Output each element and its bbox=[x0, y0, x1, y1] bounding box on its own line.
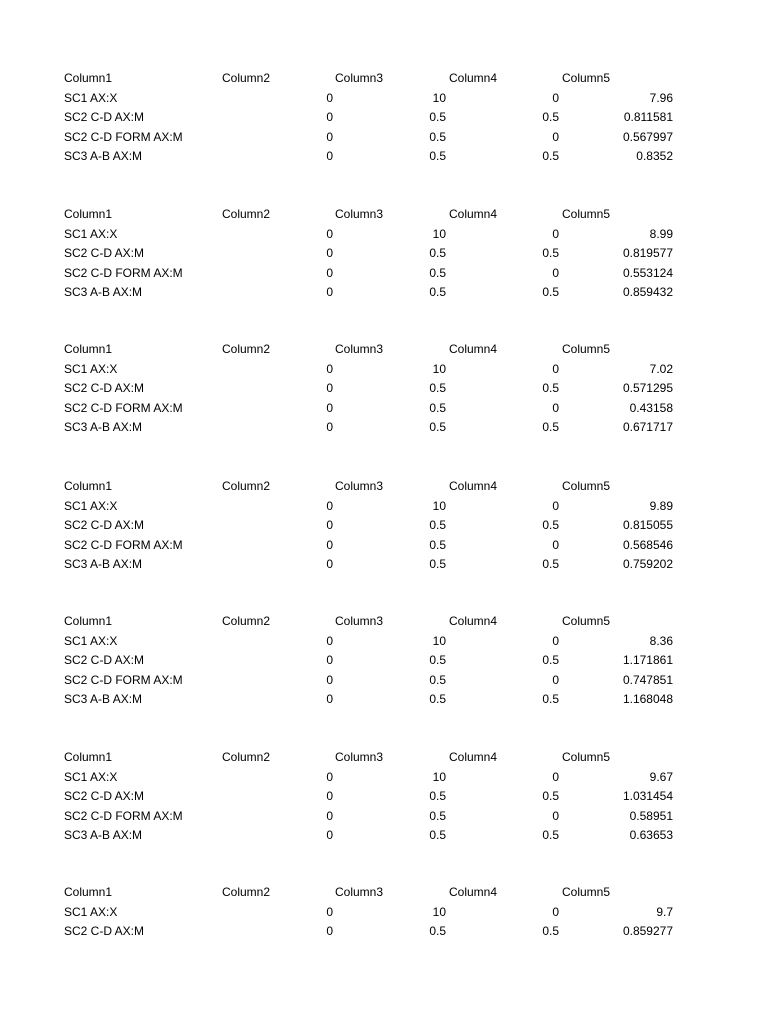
cell-value: 0.5 bbox=[429, 789, 446, 803]
cell-value: 9.89 bbox=[649, 498, 673, 513]
cell-value: 10 bbox=[432, 498, 446, 513]
cell-value: 0.43158 bbox=[629, 400, 673, 415]
cell-value: 0 bbox=[326, 653, 333, 667]
cell-value: 1.168048 bbox=[622, 692, 673, 706]
table-row bbox=[0, 399, 768, 418]
header-column4: Column4 bbox=[449, 750, 498, 764]
cell-value: 0.819577 bbox=[622, 246, 673, 260]
header-column4: Column4 bbox=[449, 479, 498, 493]
row-label: SC3 A-B AX:M bbox=[64, 285, 143, 299]
cell-value: 0.859277 bbox=[622, 924, 673, 938]
cell-value: 10 bbox=[432, 904, 446, 919]
cell-value: 0 bbox=[326, 633, 333, 648]
header-column4: Column4 bbox=[449, 885, 498, 899]
header-column5: Column5 bbox=[562, 614, 611, 628]
cell-value: 0 bbox=[552, 90, 559, 105]
cell-value: 0.5 bbox=[542, 924, 559, 938]
cell-value: 0.815055 bbox=[622, 518, 673, 532]
cell-value: 0.571295 bbox=[622, 381, 673, 395]
cell-value: 10 bbox=[432, 361, 446, 376]
cell-value: 0.5 bbox=[542, 828, 559, 842]
cell-value: 0 bbox=[552, 769, 559, 784]
header-row bbox=[0, 612, 768, 631]
cell-value: 9.7 bbox=[656, 904, 673, 919]
header-column5: Column5 bbox=[562, 342, 611, 356]
row-label: SC2 C-D FORM AX:M bbox=[64, 400, 183, 415]
header-column3: Column3 bbox=[335, 479, 384, 493]
row-label: SC2 C-D FORM AX:M bbox=[64, 129, 183, 144]
cell-value: 0 bbox=[552, 361, 559, 376]
cell-value: 0.5 bbox=[542, 110, 559, 124]
cell-value: 0.5 bbox=[542, 692, 559, 706]
cell-value: 10 bbox=[432, 226, 446, 241]
table-row bbox=[0, 128, 768, 147]
cell-value: 0.759202 bbox=[622, 557, 673, 571]
cell-value: 0 bbox=[552, 633, 559, 648]
row-label: SC1 AX:X bbox=[64, 498, 118, 513]
cell-value: 0 bbox=[326, 692, 333, 706]
cell-value: 0.747851 bbox=[622, 672, 673, 687]
cell-value: 0 bbox=[326, 110, 333, 124]
cell-value: 0 bbox=[326, 924, 333, 938]
row-label: SC2 C-D AX:M bbox=[64, 924, 145, 938]
table-row bbox=[0, 418, 768, 437]
cell-value: 1.031454 bbox=[622, 789, 673, 803]
header-column2: Column2 bbox=[222, 750, 271, 764]
cell-value: 0.671717 bbox=[622, 420, 673, 434]
cell-value: 0 bbox=[552, 498, 559, 513]
cell-value: 0 bbox=[326, 672, 333, 687]
header-column2: Column2 bbox=[222, 479, 271, 493]
cell-value: 0.5 bbox=[429, 381, 446, 395]
cell-value: 0.5 bbox=[429, 518, 446, 532]
table-row bbox=[0, 360, 768, 379]
cell-value: 0 bbox=[326, 226, 333, 241]
cell-value: 0 bbox=[552, 808, 559, 823]
header-column4: Column4 bbox=[449, 207, 498, 221]
header-column1: Column1 bbox=[64, 614, 113, 628]
header-column3: Column3 bbox=[335, 614, 384, 628]
table-row bbox=[0, 147, 768, 166]
cell-value: 0 bbox=[326, 537, 333, 552]
header-column1: Column1 bbox=[64, 71, 113, 85]
row-label: SC1 AX:X bbox=[64, 904, 118, 919]
header-column3: Column3 bbox=[335, 342, 384, 356]
cell-value: 8.99 bbox=[649, 226, 673, 241]
table-row bbox=[0, 826, 768, 845]
cell-value: 0 bbox=[326, 285, 333, 299]
cell-value: 0.5 bbox=[429, 672, 446, 687]
header-column2: Column2 bbox=[222, 71, 271, 85]
cell-value: 0 bbox=[326, 557, 333, 571]
header-column2: Column2 bbox=[222, 207, 271, 221]
header-column1: Column1 bbox=[64, 750, 113, 764]
cell-value: 0.5 bbox=[429, 285, 446, 299]
header-column2: Column2 bbox=[222, 614, 271, 628]
row-label: SC1 AX:X bbox=[64, 90, 118, 105]
cell-value: 0 bbox=[552, 400, 559, 415]
cell-value: 10 bbox=[432, 633, 446, 648]
cell-value: 0.5 bbox=[429, 110, 446, 124]
cell-value: 0 bbox=[552, 537, 559, 552]
cell-value: 0 bbox=[326, 828, 333, 842]
row-label: SC2 C-D FORM AX:M bbox=[64, 808, 183, 823]
cell-value: 0 bbox=[552, 226, 559, 241]
table-row bbox=[0, 787, 768, 806]
table-row bbox=[0, 903, 768, 922]
cell-value: 0.5 bbox=[429, 149, 446, 163]
cell-value: 0 bbox=[326, 789, 333, 803]
table-row bbox=[0, 225, 768, 244]
cell-value: 0 bbox=[326, 361, 333, 376]
row-label: SC2 C-D AX:M bbox=[64, 518, 145, 532]
cell-value: 0.5 bbox=[429, 653, 446, 667]
cell-value: 0 bbox=[326, 149, 333, 163]
header-column4: Column4 bbox=[449, 614, 498, 628]
cell-value: 0 bbox=[326, 381, 333, 395]
cell-value: 0 bbox=[326, 518, 333, 532]
header-column5: Column5 bbox=[562, 207, 611, 221]
row-label: SC2 C-D AX:M bbox=[64, 110, 145, 124]
cell-value: 0.5 bbox=[542, 420, 559, 434]
header-column1: Column1 bbox=[64, 207, 113, 221]
cell-value: 0 bbox=[326, 769, 333, 784]
cell-value: 0.5 bbox=[429, 557, 446, 571]
cell-value: 8.36 bbox=[649, 633, 673, 648]
cell-value: 0.5 bbox=[429, 400, 446, 415]
cell-value: 0 bbox=[326, 265, 333, 280]
cell-value: 0.5 bbox=[429, 246, 446, 260]
row-label: SC3 A-B AX:M bbox=[64, 692, 143, 706]
table-row bbox=[0, 264, 768, 283]
table-row bbox=[0, 283, 768, 302]
table-row bbox=[0, 651, 768, 670]
cell-value: 0 bbox=[326, 129, 333, 144]
header-column4: Column4 bbox=[449, 71, 498, 85]
cell-value: 0 bbox=[552, 672, 559, 687]
table-row bbox=[0, 536, 768, 555]
row-label: SC3 A-B AX:M bbox=[64, 557, 143, 571]
cell-value: 7.02 bbox=[649, 361, 673, 376]
header-row bbox=[0, 748, 768, 767]
header-column3: Column3 bbox=[335, 207, 384, 221]
cell-value: 0.5 bbox=[429, 924, 446, 938]
header-column3: Column3 bbox=[335, 885, 384, 899]
cell-value: 0 bbox=[326, 246, 333, 260]
cell-value: 0 bbox=[552, 129, 559, 144]
cell-value: 0.553124 bbox=[622, 265, 673, 280]
cell-value: 0 bbox=[326, 808, 333, 823]
table-row bbox=[0, 807, 768, 826]
row-label: SC2 C-D AX:M bbox=[64, 381, 145, 395]
cell-value: 0.859432 bbox=[622, 285, 673, 299]
table-row bbox=[0, 108, 768, 127]
table-row bbox=[0, 922, 768, 941]
cell-value: 0.5 bbox=[542, 653, 559, 667]
header-column5: Column5 bbox=[562, 71, 611, 85]
cell-value: 0 bbox=[326, 400, 333, 415]
cell-value: 0.568546 bbox=[622, 537, 673, 552]
header-row bbox=[0, 477, 768, 496]
row-label: SC2 C-D AX:M bbox=[64, 789, 145, 803]
cell-value: 0.5 bbox=[542, 518, 559, 532]
row-label: SC2 C-D AX:M bbox=[64, 653, 145, 667]
header-column1: Column1 bbox=[64, 479, 113, 493]
cell-value: 0 bbox=[326, 90, 333, 105]
table-row bbox=[0, 497, 768, 516]
cell-value: 0.567997 bbox=[622, 129, 673, 144]
table-row bbox=[0, 244, 768, 263]
header-row bbox=[0, 340, 768, 359]
cell-value: 0.58951 bbox=[629, 808, 673, 823]
header-column2: Column2 bbox=[222, 342, 271, 356]
table-row bbox=[0, 379, 768, 398]
cell-value: 0 bbox=[552, 265, 559, 280]
cell-value: 0.8352 bbox=[636, 149, 673, 163]
table-row bbox=[0, 516, 768, 535]
header-row bbox=[0, 883, 768, 902]
table-row bbox=[0, 768, 768, 787]
cell-value: 0 bbox=[326, 904, 333, 919]
table-row bbox=[0, 632, 768, 651]
cell-value: 0.5 bbox=[542, 246, 559, 260]
cell-value: 0 bbox=[326, 420, 333, 434]
cell-value: 0 bbox=[552, 904, 559, 919]
cell-value: 0.5 bbox=[429, 692, 446, 706]
table-row bbox=[0, 671, 768, 690]
cell-value: 9.67 bbox=[649, 769, 673, 784]
header-column5: Column5 bbox=[562, 750, 611, 764]
row-label: SC3 A-B AX:M bbox=[64, 828, 143, 842]
cell-value: 0.5 bbox=[542, 149, 559, 163]
cell-value: 0.5 bbox=[429, 828, 446, 842]
header-column5: Column5 bbox=[562, 885, 611, 899]
cell-value: 0.5 bbox=[429, 808, 446, 823]
row-label: SC1 AX:X bbox=[64, 226, 118, 241]
row-label: SC2 C-D FORM AX:M bbox=[64, 537, 183, 552]
cell-value: 10 bbox=[432, 769, 446, 784]
header-column3: Column3 bbox=[335, 71, 384, 85]
header-row bbox=[0, 205, 768, 224]
header-column1: Column1 bbox=[64, 885, 113, 899]
row-label: SC2 C-D AX:M bbox=[64, 246, 145, 260]
header-row bbox=[0, 69, 768, 88]
row-label: SC2 C-D FORM AX:M bbox=[64, 265, 183, 280]
cell-value: 10 bbox=[432, 90, 446, 105]
cell-value: 0.5 bbox=[429, 420, 446, 434]
row-label: SC3 A-B AX:M bbox=[64, 149, 143, 163]
cell-value: 0.5 bbox=[542, 789, 559, 803]
header-column3: Column3 bbox=[335, 750, 384, 764]
cell-value: 0.5 bbox=[429, 129, 446, 144]
cell-value: 0.5 bbox=[542, 381, 559, 395]
cell-value: 0.811581 bbox=[623, 110, 673, 124]
cell-value: 0 bbox=[326, 498, 333, 513]
table-row bbox=[0, 89, 768, 108]
table-row bbox=[0, 690, 768, 709]
row-label: SC2 C-D FORM AX:M bbox=[64, 672, 183, 687]
cell-value: 1.171861 bbox=[622, 653, 673, 667]
header-column2: Column2 bbox=[222, 885, 271, 899]
row-label: SC1 AX:X bbox=[64, 769, 118, 784]
row-label: SC1 AX:X bbox=[64, 633, 118, 648]
cell-value: 0.5 bbox=[542, 557, 559, 571]
row-label: SC3 A-B AX:M bbox=[64, 420, 143, 434]
header-column5: Column5 bbox=[562, 479, 611, 493]
cell-value: 0.5 bbox=[429, 265, 446, 280]
cell-value: 0.5 bbox=[429, 537, 446, 552]
table-row bbox=[0, 555, 768, 574]
row-label: SC1 AX:X bbox=[64, 361, 118, 376]
header-column4: Column4 bbox=[449, 342, 498, 356]
cell-value: 0.63653 bbox=[629, 828, 673, 842]
cell-value: 7.96 bbox=[649, 90, 673, 105]
header-column1: Column1 bbox=[64, 342, 113, 356]
cell-value: 0.5 bbox=[542, 285, 559, 299]
